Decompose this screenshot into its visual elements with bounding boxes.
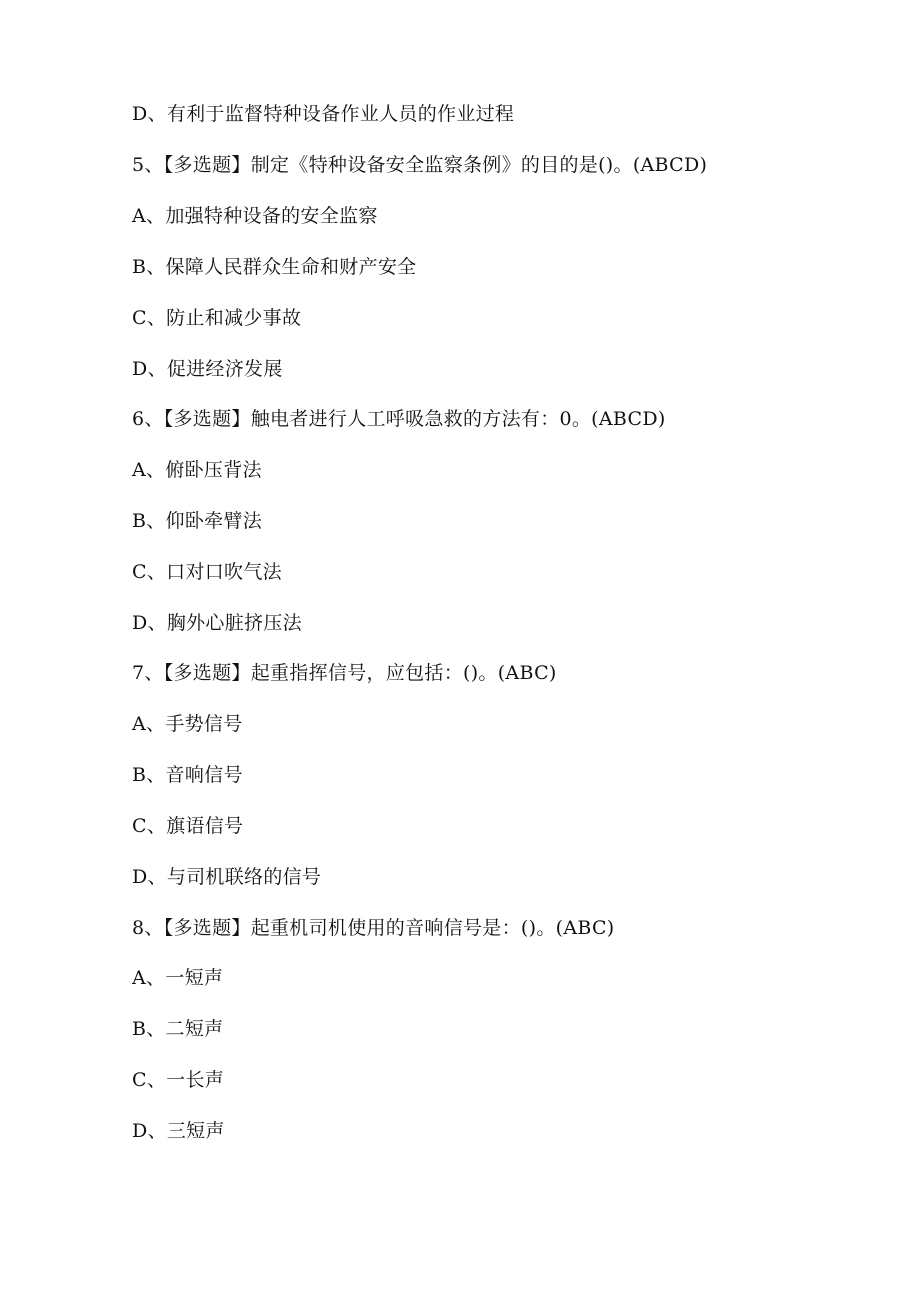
option-a-q6: A、俯卧压背法 <box>132 459 262 481</box>
question-6: 6、【多选题】触电者进行人工呼吸急救的方法有：0。(ABCD) <box>132 408 666 430</box>
option-d-q7: D、与司机联络的信号 <box>132 866 322 888</box>
option-c-q5: C、防止和减少事故 <box>132 307 302 329</box>
option-d-q8: D、三短声 <box>132 1120 225 1142</box>
option-b-q8: B、二短声 <box>132 1018 224 1040</box>
question-5: 5、【多选题】制定《特种设备安全监察条例》的目的是()。(ABCD) <box>132 154 708 176</box>
option-b-q7: B、音响信号 <box>132 764 243 786</box>
question-8: 8、【多选题】起重机司机使用的音响信号是：()。(ABC) <box>132 917 615 939</box>
option-b-q6: B、仰卧牵臂法 <box>132 510 263 532</box>
option-a-q5: A、加强特种设备的安全监察 <box>132 205 378 227</box>
option-b-q5: B、保障人民群众生命和财产安全 <box>132 256 417 278</box>
option-d-q5: D、促进经济发展 <box>132 358 283 380</box>
option-a-q8: A、一短声 <box>132 967 224 989</box>
option-d-q6: D、胸外心脏挤压法 <box>132 612 302 634</box>
option-d-q4: D、有利于监督特种设备作业人员的作业过程 <box>132 103 515 125</box>
option-a-q7: A、手势信号 <box>132 713 243 735</box>
option-c-q7: C、旗语信号 <box>132 815 244 837</box>
question-7: 7、【多选题】起重指挥信号，应包括：()。(ABC) <box>132 662 557 684</box>
option-c-q6: C、口对口吹气法 <box>132 561 282 583</box>
option-c-q8: C、一长声 <box>132 1069 225 1091</box>
